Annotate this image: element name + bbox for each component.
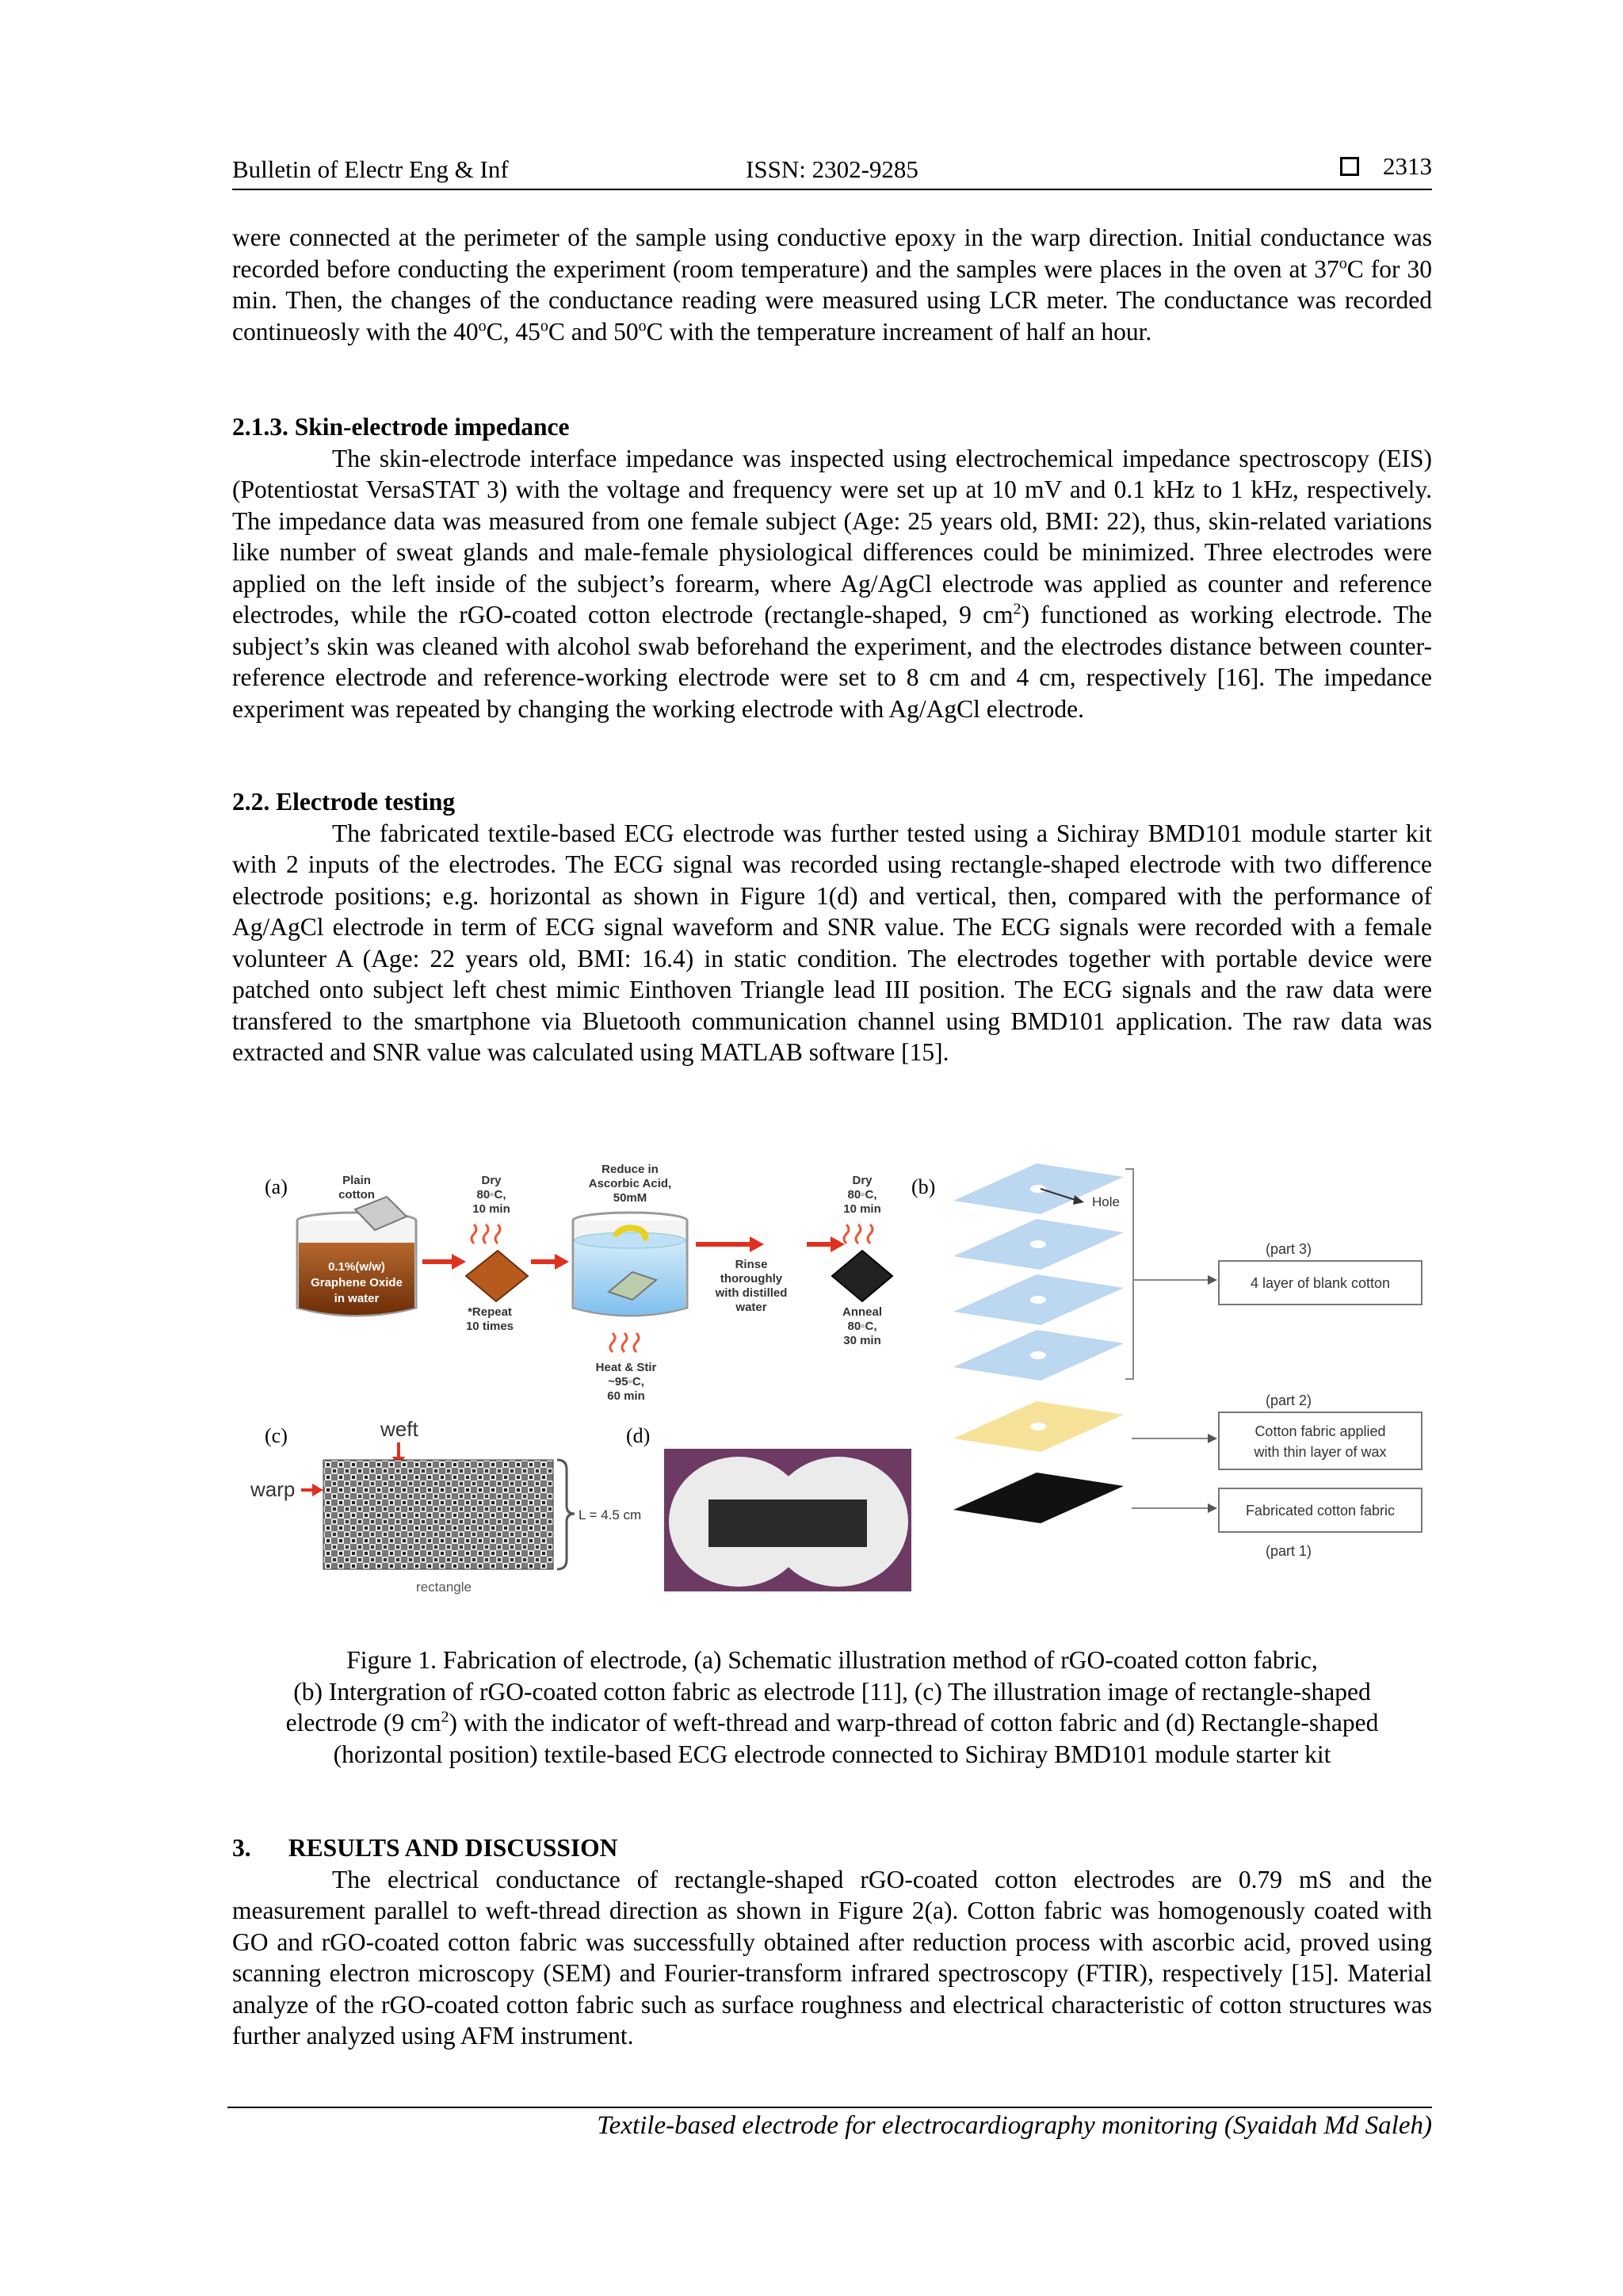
rgo-fabric-icon (832, 1251, 892, 1301)
label-line: 80◦C, (847, 1320, 877, 1333)
label-line: Ascorbic Acid, (588, 1177, 672, 1190)
panel-label-b: (b) (911, 1175, 936, 1198)
beaker-ascorbic-acid (573, 1213, 687, 1316)
brace-icon (557, 1460, 575, 1569)
label-line: Plain (342, 1174, 371, 1187)
label-line: Cotton fabric applied (1254, 1423, 1386, 1439)
section-2-1-3 (232, 411, 1432, 724)
text-run: electrode (9 cm (285, 1709, 441, 1736)
label-line: 50mM (613, 1191, 647, 1205)
page-number-wrap (1340, 152, 1432, 181)
label-line: cotton (338, 1188, 375, 1201)
section-3 (232, 1832, 1432, 2052)
heat-wave-icon (610, 1333, 639, 1352)
plain-cotton-label (338, 1174, 375, 1201)
label-line: Graphene Oxide (311, 1276, 403, 1289)
dry-label-2 (843, 1174, 881, 1216)
running-footer: Textile-based electrode for electrocardiography monitoring (Syaidah Md Saleh) (597, 2111, 1432, 2140)
label-line: Rinse (735, 1258, 768, 1271)
section-heading: 2.1.3. Skin-electrode impedance (232, 413, 570, 441)
text-run: The skin-electrode interface impedance was inspected using electrochemical impedance spectroscopy (EIS) (Potentiostat VersaSTAT 3) with the voltage and frequency were set up at 10 mV and 0.1 kHz to 1 kHz, respectively. The impedance data was measured from one female subject (Age: 25 years old, BMI: 22), thus, skin-related variations like number of sweat glands and male-female physiological differences could be minimized. Three electrodes were applied on the left inside of the subject’s forearm, where Ag/AgCl electrode was applied as counter and reference electrodes, while the rGO-coated cotton electrode (rectangle-shaped, 9 cm (232, 444, 1432, 628)
label-line: 0.1%(w/w) (328, 1260, 385, 1274)
text-run: C for 30 min. Then, the changes of the conductance reading were measured using LCR meter. The conductance was recorded continueosly with the 40 (232, 254, 1432, 346)
label-line: 80◦C, (476, 1188, 506, 1201)
anneal-label (842, 1305, 882, 1347)
part3-box-label: 4 layer of blank cotton (1250, 1275, 1391, 1291)
label-line: thoroughly (720, 1272, 783, 1286)
label-line: with thin layer of wax (1254, 1444, 1387, 1460)
layer-stack (953, 1163, 1124, 1523)
label-line: 10 times (465, 1320, 514, 1333)
label-line: Heat & Stir (595, 1361, 657, 1374)
coated-fabric-icon (466, 1251, 528, 1301)
label-line: ~95◦C, (608, 1375, 644, 1389)
text-run: ) with the indicator of weft-thread and warp-thread of cotton fabric and (d) Rectangle-shaped (449, 1709, 1379, 1736)
label-line: *Repeat (468, 1305, 512, 1319)
heat-label (596, 1361, 657, 1403)
arrow-icon (1208, 1434, 1217, 1443)
bracket-icon (1125, 1169, 1133, 1379)
heat-wave-icon (472, 1224, 500, 1244)
superscript: o (638, 317, 647, 334)
label-line: 10 min (472, 1202, 510, 1216)
section-heading: 3. RESULTS AND DISCUSSION (232, 1834, 618, 1862)
label-line: Anneal (842, 1305, 883, 1319)
section-heading: 2.2. Electrode testing (232, 788, 456, 816)
label-line: 80◦C, (847, 1188, 877, 1201)
paragraph-continued (232, 222, 1432, 347)
caption-line: Figure 1. Fabrication of electrode, (a) Schematic illustration method of rGO-coated cotton fabric, (346, 1646, 1318, 1674)
text-run: C with the temperature increament of half an hour. (646, 317, 1152, 346)
square-bullet-icon (1340, 157, 1359, 176)
section-body: The electrical conductance of rectangle-shaped rGO-coated cotton electrodes are 0.79 mS and the measurement parallel to weft-thread direction as shown in Figure 2(a). Cotton fabric was homogenously coated with GO and rGO-coated cotton fabric was successfully obtained after reduction process with ascorbic acid, proved using scanning electron microscopy (SEM) and Fourier-transform infrared spectroscopy (FTIR), respectively [15]. Material analyze of the rGO-coated cotton fabric such as surface roughness and electrical characteristic of cotton structures was further analyzed using AFM instrument. (232, 1865, 1432, 2050)
label-line: 60 min (607, 1389, 645, 1403)
caption-line: (b) Intergration of rGO-coated cotton fabric as electrode [11], (c) The illustration image of rectangle-shaped (293, 1677, 1371, 1706)
text-run: ) functioned as working electrode. The subject’s skin was cleaned with alcohol swab beforehand the experiment, and the electrodes distance between counter-reference electrode and reference-working electrode were set to 8 cm and 4 cm, respectively [16]. The impedance experiment was repeated by changing the working electrode with Ag/AgCl electrode. (232, 601, 1432, 723)
label-line: Dry (481, 1174, 502, 1187)
text-run: were connected at the perimeter of the sample using conductive epoxy in the warp direction. Initial conductance was recorded before conducting the experiment (room temperature) and the samples were places in the oven at 37 (232, 223, 1432, 283)
label-line: Dry (852, 1174, 873, 1187)
part1-box-label: Fabricated cotton fabric (1245, 1503, 1396, 1519)
footer-rule (227, 2107, 1432, 2108)
superscript: 2 (1013, 600, 1022, 618)
heat-wave-icon (844, 1224, 873, 1244)
arrow-icon (1208, 1503, 1217, 1513)
arrow-icon (831, 1236, 845, 1252)
beaker-graphene-oxide (297, 1197, 416, 1316)
page-number: 2313 (1383, 152, 1432, 180)
superscript: o (1338, 254, 1347, 272)
text-run: C and 50 (548, 317, 639, 346)
issn: ISSN: 2302-9285 (746, 155, 918, 183)
panel-label-a: (a) (265, 1175, 288, 1198)
rectangle-label: rectangle (416, 1580, 472, 1595)
dry-label-1 (472, 1174, 510, 1216)
section-body (232, 443, 1432, 725)
part1-label: (part 1) (1265, 1543, 1312, 1559)
arrow-icon (555, 1254, 569, 1270)
label-line: in water (334, 1292, 380, 1305)
section-body: The fabricated textile-based ECG electrode was further tested using a Sichiray BMD101 module starter kit with 2 inputs of the electrodes. The ECG signal was recorded using rectangle-shaped electrode with two difference electrode positions; e.g. horizontal as shown in Figure 1(d) and vertical, then, compared with the performance of Ag/AgCl electrode in term of ECG signal waveform and SNR value. The ECG signals were recorded with a female volunteer A (Age: 22 years old, BMI: 16.4) in static condition. The electrodes together with portable device were patched onto subject left chest mimic Einthoven Triangle lead III position. The ECG signals and the raw data were transfered to the smartphone via Bluetooth communication channel using BMD101 application. The raw data was extracted and SNR value was calculated using MATLAB software [15]. (232, 819, 1432, 1066)
length-label: L = 4.5 cm (579, 1507, 642, 1522)
reduce-label (589, 1163, 671, 1205)
panel-label-c: (c) (265, 1424, 288, 1447)
label-line: 10 min (843, 1202, 881, 1216)
running-header (232, 152, 1432, 190)
warp-label: warp (250, 1477, 296, 1501)
part2-box (1219, 1412, 1422, 1469)
superscript: o (540, 317, 548, 334)
arrow-icon (312, 1484, 323, 1496)
superscript: 2 (441, 1708, 449, 1726)
figure-1 (236, 1157, 1441, 1597)
label-line: water (735, 1301, 767, 1314)
caption-line: (horizontal position) textile-based ECG electrode connected to Sichiray BMD101 module starter kit (333, 1740, 1331, 1768)
rinse-label (715, 1258, 788, 1314)
text-run: C, 45 (486, 317, 540, 346)
label-line: 30 min (843, 1334, 881, 1347)
superscript: o (478, 317, 487, 334)
journal-name: Bulletin of Electr Eng & Inf (232, 155, 509, 183)
caption-line (232, 1707, 1432, 1739)
part2-label: (part 2) (1265, 1392, 1312, 1408)
label-line: Reduce in (601, 1163, 659, 1176)
section-2-2 (232, 786, 1432, 1068)
hole-label: Hole (1092, 1194, 1120, 1209)
arrow-icon (1208, 1275, 1217, 1285)
weft-label: weft (380, 1417, 418, 1441)
repeat-label (466, 1305, 514, 1333)
figure-caption (232, 1645, 1432, 1770)
label-line: with distilled (715, 1286, 788, 1300)
weave-image (323, 1460, 553, 1569)
panel-label-d: (d) (626, 1424, 651, 1447)
arrow-icon (750, 1236, 764, 1252)
part3-label: (part 3) (1265, 1241, 1312, 1257)
